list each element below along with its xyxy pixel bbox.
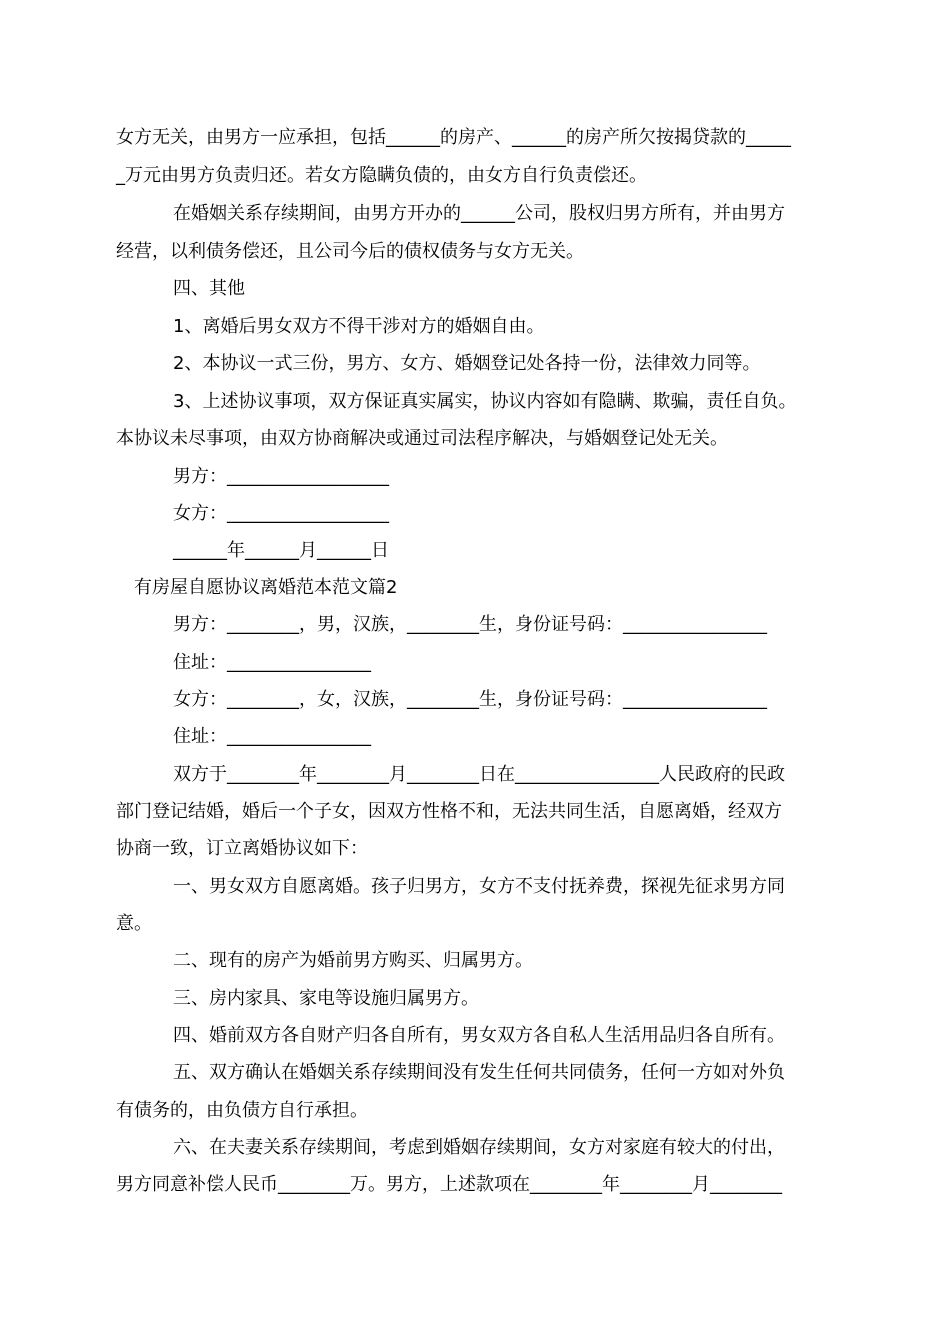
article-title: 有房屋自愿协议离婚范本范文篇2 [134,577,398,598]
text-line: 3、上述协议事项，双方保证真实属实，协议内容如有隐瞒、欺骗，责任自负。 [173,391,797,412]
address-line: 住址：________________ [173,652,371,673]
text-line: 在婚姻关系存续期间，由男方开办的______公司，股权归男方所有，并由男方 [173,203,785,224]
signature-line-male: 男方：__________________ [173,466,389,487]
text-line: 四、婚前双方各自财产归各自所有，男女双方各自私人生活用品归各自所有。 [173,1025,785,1046]
text-line: 1、离婚后男女双方不得干涉对方的婚姻自由。 [173,316,545,337]
text-line: 意。 [116,913,152,934]
party-male-line: 男方：________，男，汉族，________生，身份证号码：________________ [173,614,767,635]
text-line: 部门登记结婚，婚后一个子女，因双方性格不和，无法共同生活，自愿离婚，经双方 [116,801,782,822]
text-line: 六、在夫妻关系存续期间，考虑到婚姻存续期间，女方对家庭有较大的付出， [173,1137,785,1158]
date-line: ______年______月______日 [173,540,389,561]
text-line: 双方于________年________月________日在________________人民政府的民政 [173,764,785,785]
text-line: 五、双方确认在婚姻关系存续期间没有发生任何共同债务，任何一方如对外负 [173,1062,785,1083]
text-line: 有债务的，由负债方自行承担。 [116,1100,368,1121]
text-line: 三、房内家具、家电等设施归属男方。 [173,988,479,1009]
text-line: 协商一致，订立离婚协议如下： [116,838,368,859]
text-line: 女方无关，由男方一应承担，包括______的房产、______的房产所欠按揭贷款的_____ [116,127,791,148]
party-female-line: 女方：________，女，汉族，________生，身份证号码：________________ [173,689,767,710]
section-heading: 四、其他 [173,278,245,299]
signature-line-female: 女方：__________________ [173,503,389,524]
text-line: _万元由男方负责归还。若女方隐瞒负债的，由女方自行负责偿还。 [116,165,647,186]
address-line: 住址：________________ [173,726,371,747]
text-line: 二、现有的房产为婚前男方购买、归属男方。 [173,950,533,971]
text-line: 一、男女双方自愿离婚。孩子归男方，女方不支付抚养费，探视先征求男方同 [173,876,785,897]
text-line: 本协议未尽事项，由双方协商解决或通过司法程序解决，与婚姻登记处无关。 [116,428,728,449]
text-line: 2、本协议一式三份，男方、女方、婚姻登记处各持一份，法律效力同等。 [173,353,761,374]
text-line: 男方同意补偿人民币________万。男方，上述款项在________年________月________ [116,1174,782,1195]
text-line: 经营，以利债务偿还，且公司今后的债权债务与女方无关。 [116,241,584,262]
